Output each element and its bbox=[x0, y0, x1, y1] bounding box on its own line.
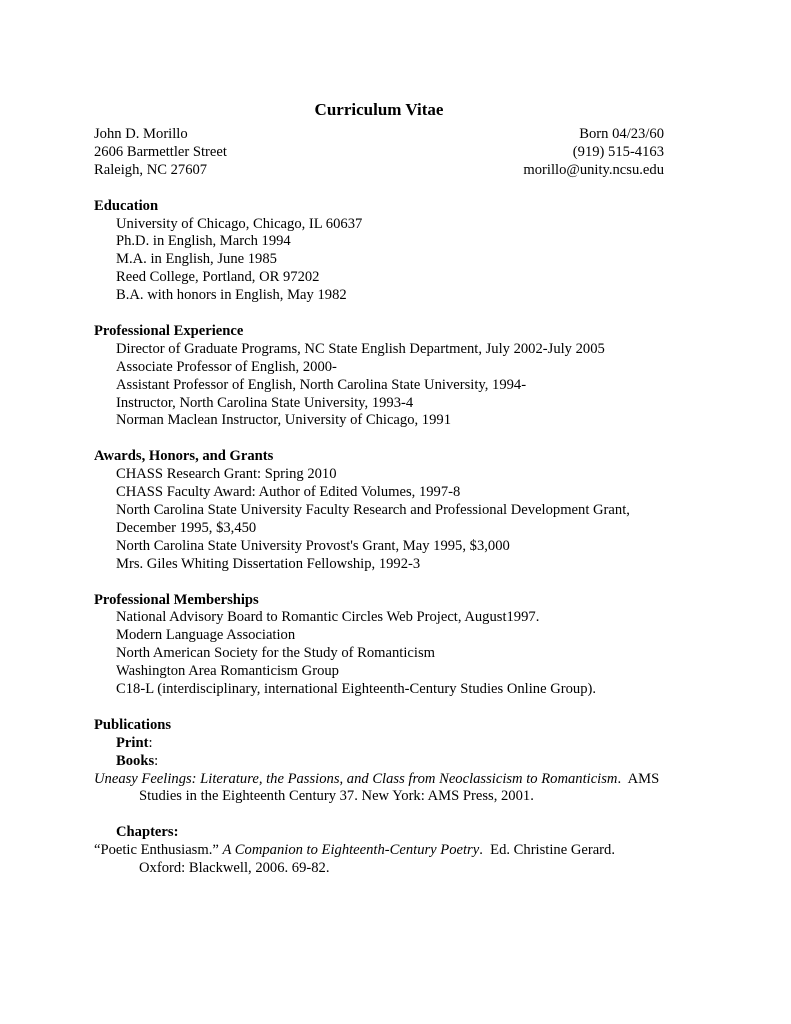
list-item: University of Chicago, Chicago, IL 60637 bbox=[116, 215, 363, 232]
personal-info-block bbox=[523, 126, 664, 180]
section-heading-memberships: Professional Memberships bbox=[94, 591, 259, 608]
list-item: Instructor, North Carolina State University, 1993-4 bbox=[116, 394, 414, 411]
list-item: Reed College, Portland, OR 97202 bbox=[116, 269, 320, 286]
education-section bbox=[94, 198, 664, 305]
document-title: Curriculum Vitae bbox=[314, 100, 444, 119]
chapters-section bbox=[94, 824, 664, 878]
list-item: Washington Area Romanticism Group bbox=[116, 663, 339, 680]
list-item: Assistant Professor of English, North Carolina State University, 1994- bbox=[116, 376, 527, 393]
cv-page bbox=[94, 100, 664, 878]
birth-date: Born 04/23/60 bbox=[579, 126, 664, 142]
awards-section bbox=[94, 448, 664, 573]
list-item: Associate Professor of English, 2000- bbox=[116, 358, 337, 375]
print-label: Print bbox=[116, 734, 149, 751]
book-title: Uneasy Feelings: Literature, the Passions, and Class from Neoclassicism to Romanticism bbox=[94, 770, 618, 787]
chapter-citation: “Poetic Enthusiasm.” A Companion to Eighteenth-Century Poetry. Ed. Christine Gerard. Oxford: Blackwell, 2006. 69-82. bbox=[94, 842, 615, 877]
list-item: C18-L (interdisciplinary, international Eighteenth-Century Studies Online Group). bbox=[116, 681, 596, 698]
section-heading-education: Education bbox=[94, 197, 159, 214]
list-item: National Advisory Board to Romantic Circles Web Project, August1997. bbox=[116, 609, 540, 626]
contact-name: John D. Morillo bbox=[94, 126, 188, 142]
publications-section bbox=[94, 717, 664, 807]
list-item: North American Society for the Study of Romanticism bbox=[116, 645, 435, 662]
chapters-label: Chapters: bbox=[116, 824, 179, 841]
memberships-section bbox=[94, 592, 664, 699]
book-citation: Uneasy Feelings: Literature, the Passions, and Class from Neoclassicism to Romanticism. AMS Studies in the Eighteenth Century 37. New York: AMS Press, 2001. bbox=[94, 770, 660, 805]
phone-number: (919) 515-4163 bbox=[572, 143, 664, 160]
address-block bbox=[94, 126, 227, 180]
contact-street: 2606 Barmettler Street bbox=[94, 143, 227, 160]
section-heading-publications: Publications bbox=[94, 716, 172, 733]
list-item: Ph.D. in English, March 1994 bbox=[116, 233, 291, 250]
chapter-details: Ed. Christine Gerard. Oxford: Blackwell, 2006. 69-82. bbox=[139, 842, 615, 877]
chapter-title: “Poetic Enthusiasm.” bbox=[94, 842, 219, 859]
print-subheading: Print: bbox=[116, 734, 153, 751]
books-subheading: Books: bbox=[116, 752, 159, 769]
list-item: CHASS Research Grant: Spring 2010 bbox=[116, 466, 337, 483]
email-address: morillo@unity.ncsu.edu bbox=[523, 161, 664, 178]
list-item: CHASS Faculty Award: Author of Edited Volumes, 1997-8 bbox=[116, 484, 461, 501]
list-item: North Carolina State University Provost's Grant, May 1995, $3,000 bbox=[116, 537, 510, 554]
contact-header bbox=[94, 126, 664, 180]
list-item: North Carolina State University Faculty Research and Professional Development Grant, December 1995, $3,450 bbox=[116, 501, 630, 536]
list-item: M.A. in English, June 1985 bbox=[116, 251, 277, 268]
section-heading-awards: Awards, Honors, and Grants bbox=[94, 448, 274, 465]
list-item: B.A. with honors in English, May 1982 bbox=[116, 287, 347, 304]
experience-section bbox=[94, 323, 664, 430]
books-label: Books bbox=[116, 752, 155, 769]
chapter-book-title: A Companion to Eighteenth-Century Poetry bbox=[222, 842, 480, 859]
list-item: Modern Language Association bbox=[116, 627, 296, 644]
list-item: Norman Maclean Instructor, University of Chicago, 1991 bbox=[116, 412, 451, 429]
book-details: AMS Studies in the Eighteenth Century 37. New York: AMS Press, 2001. bbox=[139, 770, 660, 805]
list-item: Director of Graduate Programs, NC State English Department, July 2002-July 2005 bbox=[116, 340, 605, 357]
section-heading-experience: Professional Experience bbox=[94, 322, 244, 339]
contact-city: Raleigh, NC 27607 bbox=[94, 161, 208, 178]
list-item: Mrs. Giles Whiting Dissertation Fellowship, 1992-3 bbox=[116, 555, 421, 572]
